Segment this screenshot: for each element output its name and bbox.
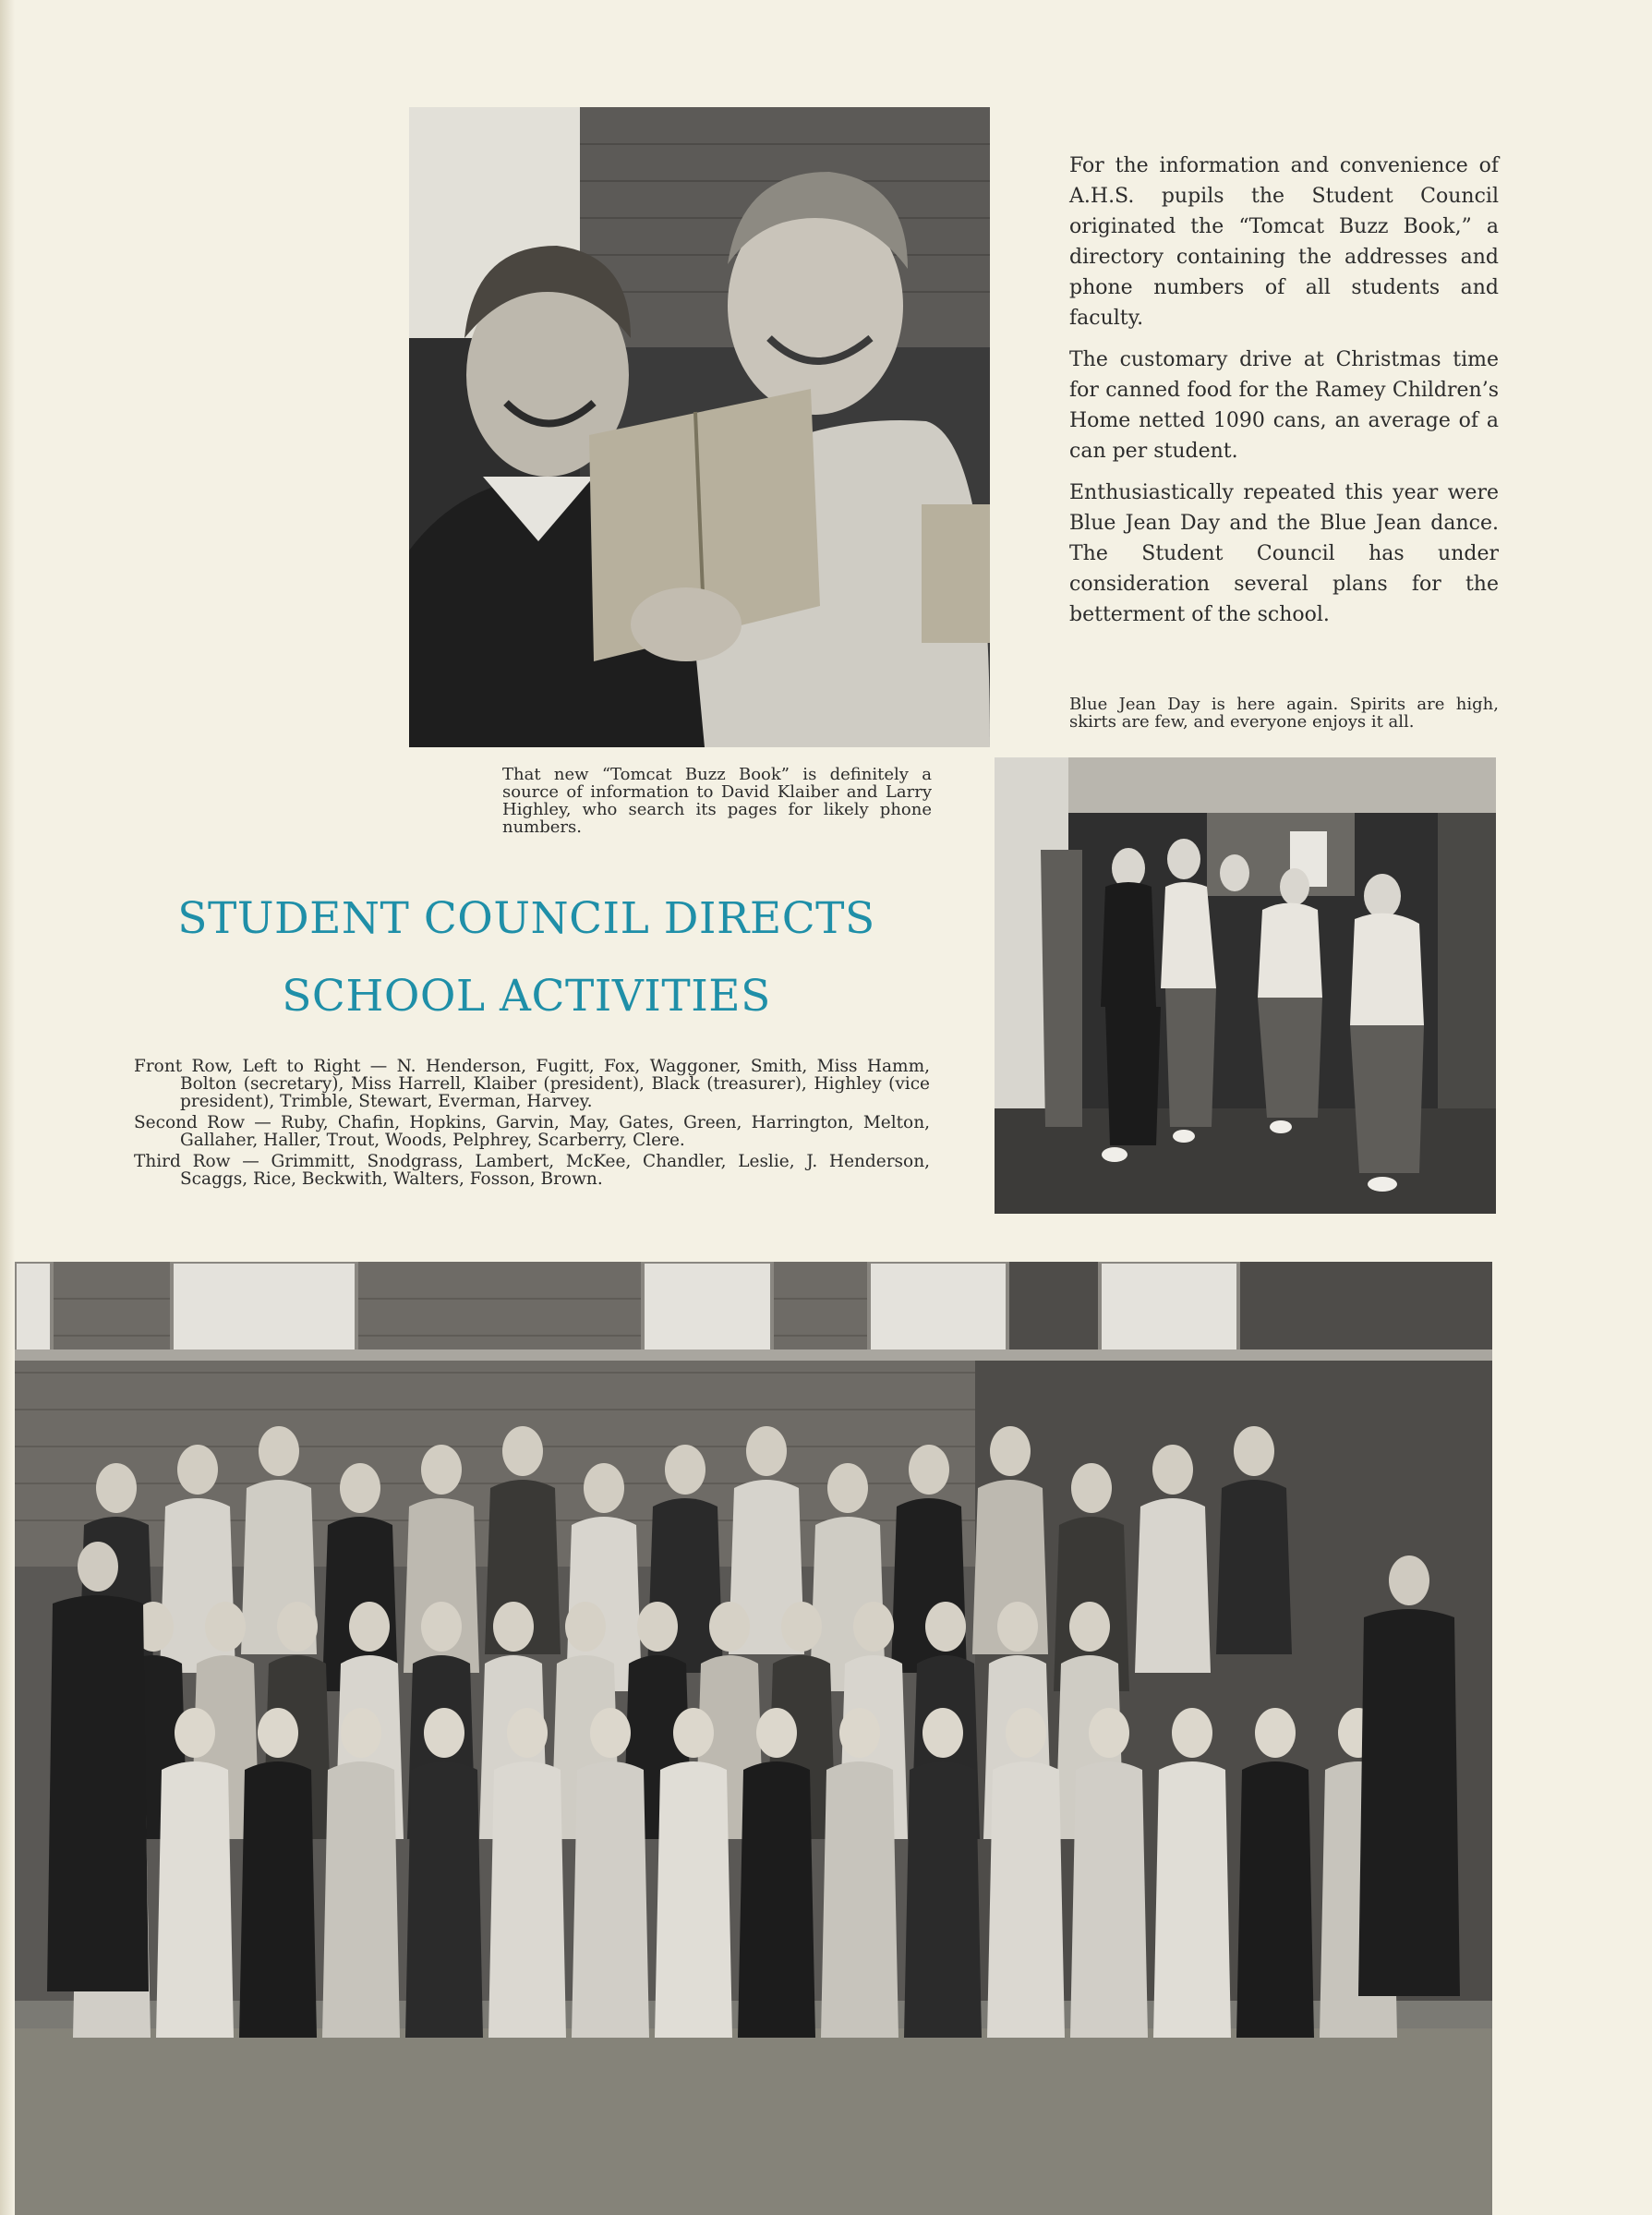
roster-third-row: Third Row — Grimmitt, Snodgrass, Lambert, McKee, Chandler, Leslie, J. Henderson, Scaggs, Rice, Beckwith, Walters, Fosson, Brown. — [134, 1152, 930, 1189]
body-paragraph-blue-jean-day: Enthusiastically repeated this year were Blue Jean Day and the Blue Jean dance. The Student Council has under consideration several plans for the betterment of the school. — [1069, 481, 1499, 626]
roster-second-row: Second Row — Ruby, Chafin, Hopkins, Garvin, May, Gates, Green, Harrington, Melton, Gallaher, Haller, Trout, Woods, Pelphrey, Scarberry, Clere. — [134, 1113, 930, 1150]
page-binding-edge — [0, 0, 15, 2215]
blue-jean-day-caption: Blue Jean Day is here again. Spirits are high, skirts are few, and everyone enjoys it all. — [1069, 695, 1499, 732]
buzz-book-photo — [409, 107, 990, 747]
blue-jean-day-photo-art — [995, 757, 1496, 1214]
student-council-group-photo — [15, 1262, 1492, 2215]
buzz-book-caption: That new “Tomcat Buzz Book” is definitely a source of information to David Klaiber and Larry Highley, who search its pages for likely phone numbers. — [502, 765, 932, 837]
buzz-book-photo-art — [409, 107, 990, 747]
body-paragraph-christmas-drive: The customary drive at Christmas time for canned food for the Ramey Children’s Home netted 1090 cans, an average of a can per student. — [1069, 348, 1499, 463]
roster-front-row: Front Row, Left to Right — N. Henderson, Fugitt, Fox, Waggoner, Smith, Miss Hamm, Bolton (secretary), Miss Harrell, Klaiber (president), Black (treasurer), Highley (vice president), Trimble, Stewart, Everman, Harvey. — [134, 1057, 930, 1111]
group-photo-person — [47, 1542, 149, 1991]
headline-line-2: SCHOOL ACTIVITIES — [282, 971, 771, 1022]
roster — [134, 1058, 930, 1192]
article-body — [1069, 151, 1499, 641]
blue-jean-day-photo — [995, 757, 1496, 1214]
body-paragraph-buzz-book: For the information and convenience of A.H.S. pupils the Student Council originated the “Tomcat Buzz Book,” a directory containing the addresses and phone numbers of all students and faculty. — [1069, 154, 1499, 330]
group-photo-person — [1358, 1555, 1460, 1996]
headline-line-1: STUDENT COUNCIL DIRECTS — [177, 893, 875, 944]
group-photo-art — [15, 1262, 1492, 2215]
